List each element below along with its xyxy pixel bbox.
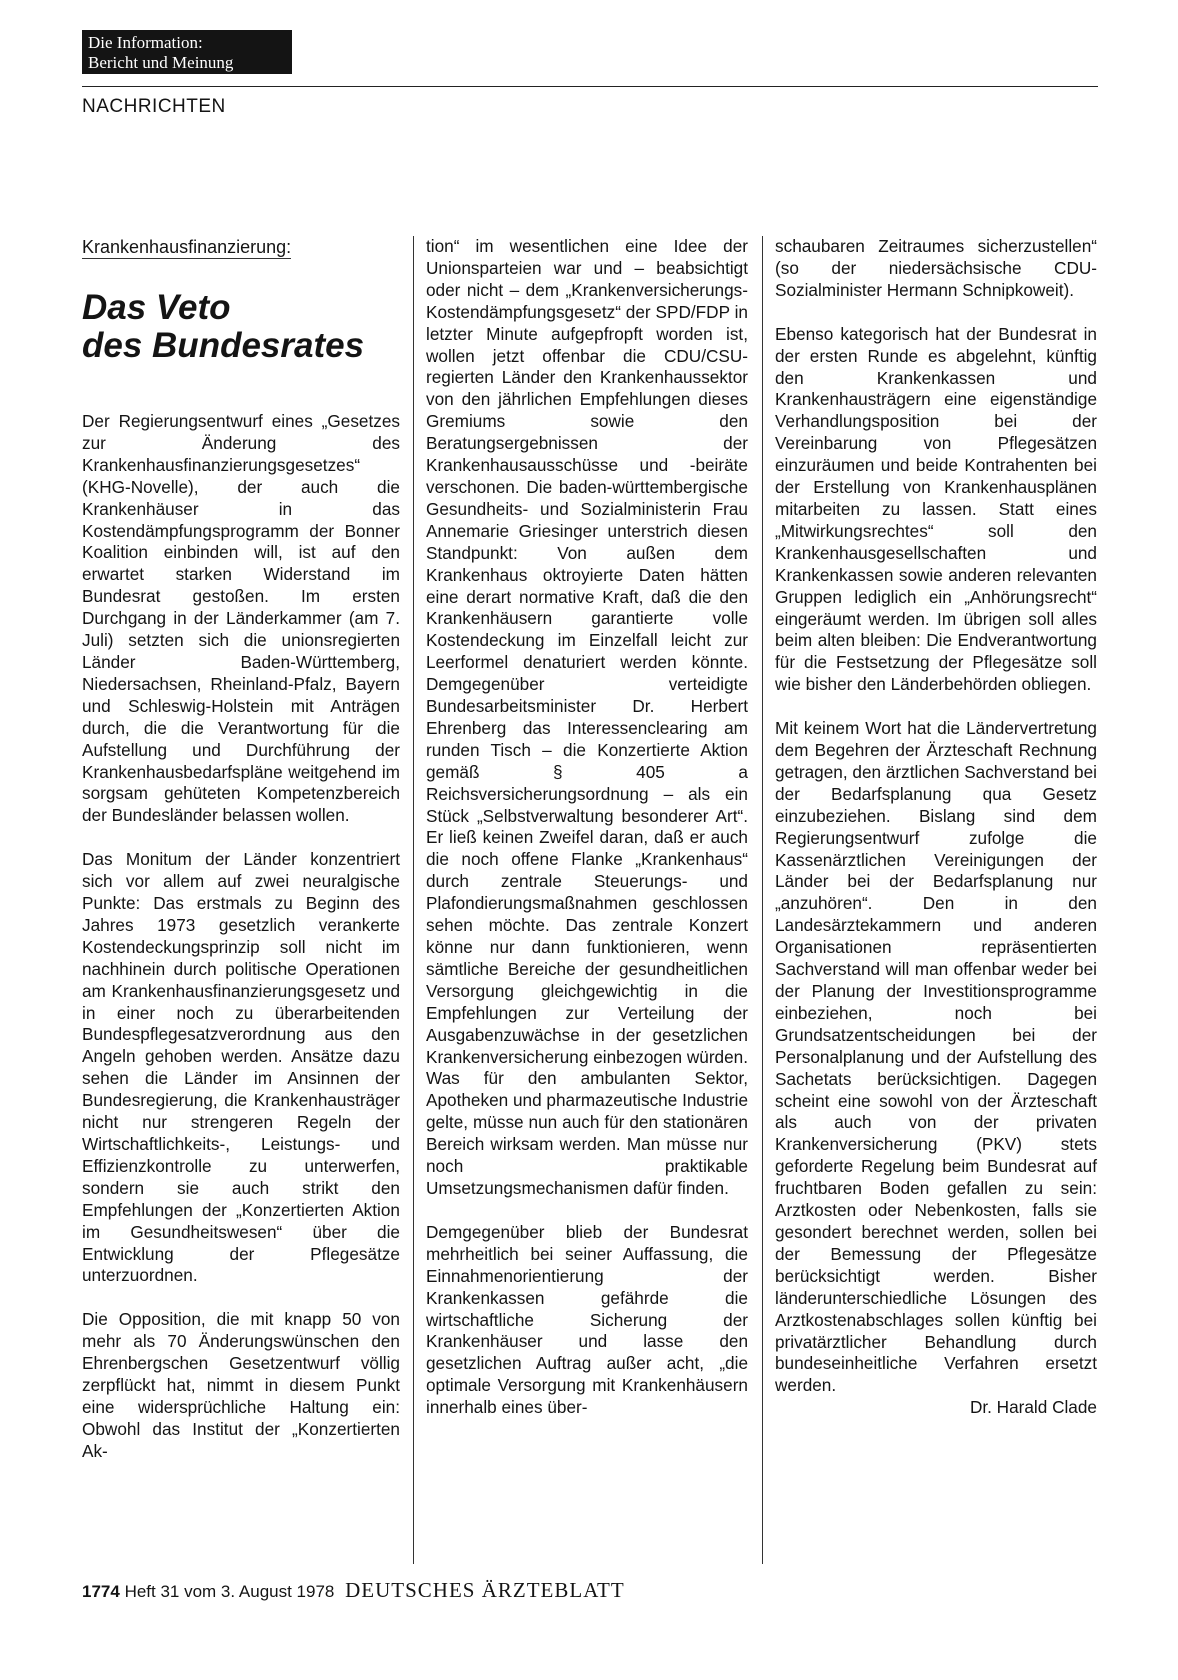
paragraph: schaubaren Zeitraumes sicherzustellen“ (so der niedersächsische CDU-Sozialminister Hermann Schnipkoweit). xyxy=(775,236,1097,300)
section-label: NACHRICHTEN xyxy=(82,96,226,117)
column-rule-1 xyxy=(413,236,414,1564)
journal-name: DEUTSCHES ÄRZTEBLATT xyxy=(345,1578,625,1602)
issue-info: Heft 31 vom 3. August 1978 xyxy=(124,1582,335,1601)
column-1 xyxy=(82,236,400,1485)
page-number: 1774 xyxy=(82,1582,120,1601)
column-3 xyxy=(775,236,1097,1419)
paragraph: Der Regierungsentwurf eines „Gesetzes zur Änderung des Krankenhausfinanzierungsgesetzes“ (KHG-Novelle), der auch die Krankenhäuser in das Kostendämpfungsprogramm der Bonner Koalition einbinden will, ist auf den erwartet starken Widerstand im Bundesrat gestoßen. Im ersten Durchgang in der Länderkammer (am 7. Juli) setzten sich die unionsregierten Länder Baden-Württemberg, Niedersachsen, Rheinland-Pfalz, Bayern und Schleswig-Holstein mit Anträgen durch, die die Verantwortung für die Aufstellung und Durchführung der Krankenhausbedarfspläne weitgehend im sorgsam gehüteten Kompetenzbereich der Bundesländer belassen wollen. xyxy=(82,411,400,826)
masthead-line-1: Die Information: xyxy=(88,33,203,52)
article-headline xyxy=(82,289,400,365)
header-rule xyxy=(82,86,1098,87)
masthead-line-2: Bericht und Meinung xyxy=(88,53,234,72)
paragraph: Ebenso kategorisch hat der Bundesrat in der ersten Runde es abgelehnt, künftig den Krankenkassen und Krankenhausträgern eine eigenständige Verhandlungsposition bei der Vereinbarung von Pflegesätzen einzuräumen und beide Kontrahenten bei der Erstellung von Krankenhausplänen mitarbeiten zu lassen. Statt eines „Mitwirkungsrechtes“ soll den Krankenhausgesellschaften und Krankenkassen sowie anderen relevanten Gruppen lediglich ein „Anhörungsrecht“ eingeräumt werden. Im übrigen soll alles beim alten bleiben: Die Endverantwortung für die Festsetzung der Pflegesätze soll wie bisher den Länderbehörden obliegen. xyxy=(775,323,1097,695)
headline-line-2: des Bundesrates xyxy=(82,326,365,365)
headline-line-1: Das Veto xyxy=(82,288,231,327)
paragraph: Das Monitum der Länder konzentriert sich vor allem auf zwei neuralgische Punkte: Das erstmals zu Beginn des Jahres 1973 gesetzlich verankerte Kostendeckungsprinzip soll nicht im nachhinein durch politische Operationen am Krankenhausfinanzierungsgesetz und in einer noch zu überarbeitenden Bundespflegesatzverordnung aus den Angeln gehoben werden. Ansätze dazu sehen die Länder im Ansinnen der Bundesregierung, die Krankenhausträger nicht nur strengeren Regeln der Wirtschaftlichkeits-, Leistungs- und Effizienzkontrolle zu unterwerfen, sondern sie auch strikt den Empfehlungen der „Konzertierten Aktion im Gesundheitswesen“ über die Entwicklung der Pflegesätze unterzuordnen. xyxy=(82,849,400,1286)
paragraph: Demgegenüber blieb der Bundesrat mehrheitlich bei seiner Auffassung, die Einnahmenorientierung der Krankenkassen gefährde die wirtschaftliche Sicherung der Krankenhäuser und lasse den gesetzlichen Auftrag außer acht, „die optimale Versorgung mit Krankenhäusern innerhalb eines über- xyxy=(426,1221,748,1418)
column-rule-2 xyxy=(762,236,763,1564)
author-byline: Dr. Harald Clade xyxy=(969,1397,1097,1418)
paragraph: Mit keinem Wort hat die Ländervertretung dem Begehren der Ärzteschaft Rechnung getragen, den ärztlichen Sachverstand bei der Bedarfsplanung qua Gesetz einzubeziehen. Bislang sind dem Regierungsentwurf zufolge die Kassenärztlichen Vereinigungen der Länder bei der Bedarfsplanung nur „anzuhören“. Den in den Landesärztekammern und anderen Organisationen repräsentierten Sachverstand will man offenbar weder bei der Planung der Investitionsprogramme einbeziehen, noch bei Grundsatzentscheidungen bei der Personalplanung und der Aufstellung des Sachetats berücksichtigen. Dagegen scheint eine sowohl von der Ärzteschaft als auch von der privaten Krankenversicherung (PKV) stets geforderte Regelung beim Bundesrat auf fruchtbaren Boden gefallen zu sein: Arztkosten oder Nebenkosten, falls sie gesondert berechnet werden, sollen bei der Bemessung der Pflegesätze berücksichtigt werden. Bisher länderunterschiedliche Lösungen des Arztkostenabschlages sollen künftig bei privatärztlicher Behandlung durch bundeseinheitliche Verfahren ersetzt werden. xyxy=(775,718,1097,1396)
paragraph: tion“ im wesentlichen eine Idee der Unionsparteien war und – beabsichtigt oder nicht – dem „Krankenversicherungs-Kostendämpfungsgesetz“ der SPD/FDP in letzter Minute aufgepfropft worden ist, wollen jetzt offenbar die CDU/CSU-regierten Länder den Krankenhaussektor von den jährlichen Empfehlungen dieses Gremiums sowie den Beratungsergebnissen der Krankenhausausschüsse und -beiräte verschonen. Die baden-württembergische Gesundheits- und Sozialministerin Frau Annemarie Griesinger unterstrich diesen Standpunkt: Von außen dem Krankenhaus oktroyierte Daten hätten eine derart normative Kraft, daß die den Krankenhäusern garantierte volle Kostendeckung im Einzelfall leicht zur Leerformel denaturiert werden könnte. Demgegenüber verteidigte Bundesarbeitsminister Dr. Herbert Ehrenberg das Interessenclearing am runden Tisch – die Konzertierte Aktion gemäß § 405 a Reichsversicherungsordnung – als ein Stück „Selbstverwaltung besonderer Art“. Er ließ keinen Zweifel daran, daß er auch die noch offene Flanke „Krankenhaus“ durch zentrale Steuerungs- und Plafondierungsmaßnahmen geschlossen sehen möchte. Das zentrale Konzert könne nur dann funktionieren, wenn sämtliche Bereiche der gesundheitlichen Versorgung gleichgewichtig in die Empfehlungen zur Verteilung der Ausgabenzuwächse in der gesetzlichen Krankenversicherung einbezogen würden. Was für den ambulanten Sektor, Apotheken und pharmazeutische Industrie gelte, müsse nun auch für den stationären Bereich wirksam werden. Man müsse nur noch praktikable Umsetzungsmechanismen dafür finden. xyxy=(426,236,748,1198)
page-footer xyxy=(82,1578,625,1603)
masthead-box xyxy=(82,30,292,74)
column-2 xyxy=(426,236,748,1441)
article-kicker: Krankenhausfinanzierung: xyxy=(82,237,292,257)
paragraph: Die Opposition, die mit knapp 50 von mehr als 70 Änderungswünschen den Ehrenbergschen Gesetzentwurf völlig zerpflückt hat, nimmt in diesem Punkt eine widersprüchliche Haltung ein: Obwohl das Institut der „Konzertierten Ak- xyxy=(82,1309,400,1461)
